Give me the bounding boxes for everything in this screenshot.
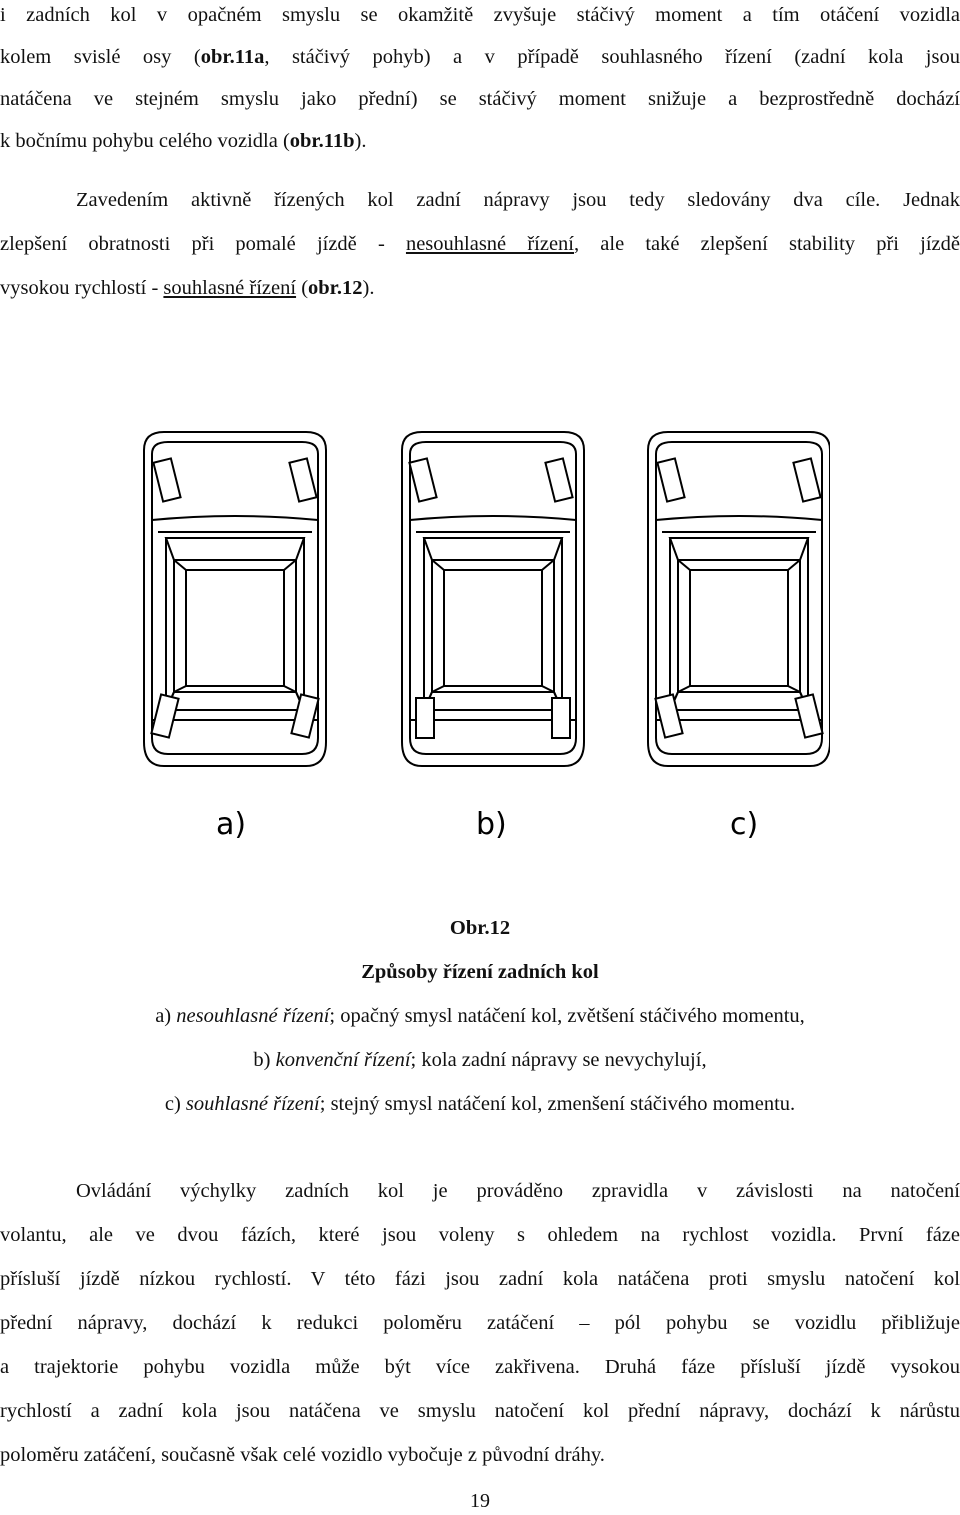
caption-item-a: a) nesouhlasné řízení; opačný smysl natáčení kol, zvětšení stáčivého momentu, — [155, 1005, 805, 1027]
control-line: přísluší jízdě nízkou rychlostí. V této fázi jsou zadní kola natáčena proti smyslu natočení kol — [0, 1268, 960, 1290]
figure-ref: obr.11b — [289, 130, 355, 152]
caption-title: Způsoby řízení zadních kol — [361, 961, 599, 983]
goals-line: Zavedením aktivně řízených kol zadní nápravy jsou tedy sledovány dva cíle. Jednak — [76, 189, 960, 211]
goals-line: zlepšení obratnosti při pomalé jízdě - nesouhlasné řízení, ale také zlepšení stability při jízdě — [0, 233, 960, 255]
wheel-rear-left — [416, 698, 434, 738]
wheel-rear-left — [655, 694, 682, 737]
intro-line: natáčena ve stejném smyslu jako přední) se stáčivý moment snižuje a bezprostředně dochází — [0, 88, 960, 110]
wheel-front-left — [657, 458, 684, 501]
caption-item-b: b) konvenční řízení; kola zadní nápravy se nevychylují, — [253, 1049, 707, 1071]
steering-diagrams — [130, 420, 830, 840]
caption-item-c: c) souhlasné řízení; stejný smysl natáčení kol, zmenšení stáčivého momentu. — [164, 1093, 796, 1115]
car-c-diagram — [648, 432, 830, 766]
intro-line: kolem svislé osy (obr.11a, stáčivý pohyb) a v případě souhlasného řízení (zadní kola jsou — [0, 46, 960, 68]
control-line: Ovládání výchylky zadních kol je prováděno zpravidla v závislosti na natočení — [76, 1180, 960, 1202]
caption-number: Obr.12 — [449, 917, 511, 939]
steering-figure — [130, 420, 830, 840]
wheel-rear-right — [552, 698, 570, 738]
goals-line: vysokou rychlostí - souhlasné řízení (obr.12). — [0, 277, 375, 299]
wheel-front-left — [153, 458, 180, 501]
label-c: c) — [730, 807, 759, 840]
wheel-rear-right — [795, 694, 822, 737]
control-line: a trajektorie pohybu vozidla může být více zakřivena. Druhá fáze přísluší jízdě vysokou — [0, 1356, 960, 1378]
intro-line: k bočnímu pohybu celého vozidla (obr.11b). — [0, 130, 367, 152]
wheel-front-right — [545, 458, 572, 501]
page-number: 19 — [470, 1490, 490, 1512]
wheel-front-right — [793, 458, 820, 501]
control-line: přední nápravy, dochází k redukci poloměru zatáčení – pól pohybu se vozidlu přibližuje — [0, 1312, 960, 1334]
wheel-front-left — [409, 458, 436, 501]
wheel-rear-left — [151, 694, 178, 737]
intro-line: i zadních kol v opačném smyslu se okamžitě zvyšuje stáčivý moment a tím otáčení vozidla — [0, 4, 960, 26]
figure-ref: obr.11a — [200, 46, 265, 68]
car-a-diagram — [144, 432, 326, 766]
label-b: b) — [476, 807, 507, 840]
car-b-diagram — [402, 432, 584, 766]
control-line: rychlostí a zadní kola jsou natáčena ve smyslu natočení kol přední nápravy, dochází k nárůstu — [0, 1400, 960, 1422]
figure-ref: obr.12 — [308, 277, 363, 299]
underlined-term: souhlasné řízení — [163, 277, 297, 299]
wheel-rear-right — [291, 694, 318, 737]
label-a: a) — [216, 807, 247, 840]
control-line: volantu, ale ve dvou fázích, které jsou voleny s ohledem na rychlost vozidla. První fáze — [0, 1224, 960, 1246]
wheel-front-right — [289, 458, 316, 501]
underlined-term: nesouhlasné řízení — [405, 233, 574, 255]
control-line: poloměru zatáčení, současně však celé vozidlo vybočuje z původní dráhy. — [0, 1444, 605, 1466]
